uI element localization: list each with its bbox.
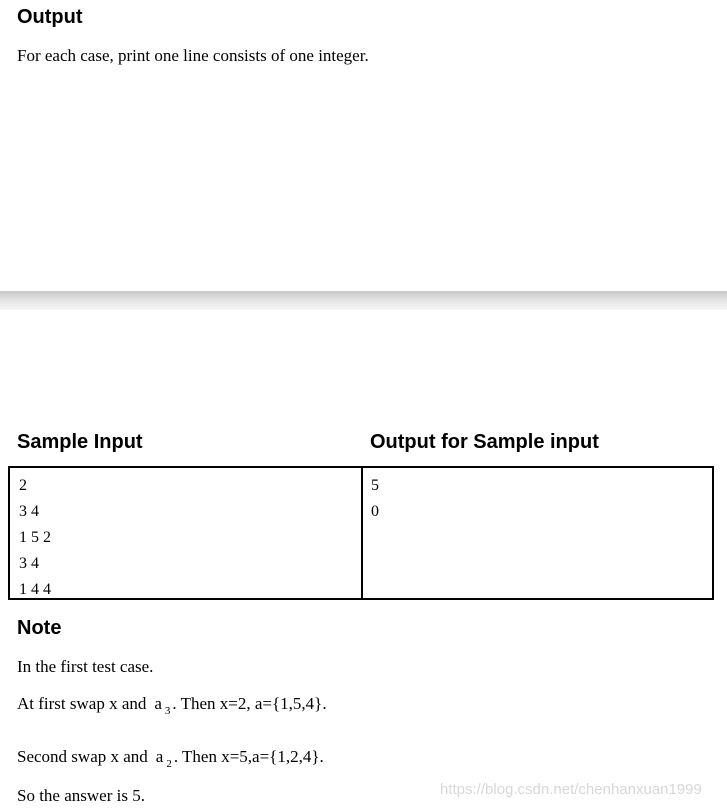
- note-line-first-swap: [17, 694, 327, 717]
- note-text: Second swap x and: [17, 747, 148, 766]
- note-line-second-swap: [17, 747, 324, 770]
- sample-input-cell: [10, 468, 363, 598]
- math-subscript: 3: [164, 705, 171, 717]
- sample-input-line: 3 4: [19, 555, 39, 572]
- sample-output-line: 0: [371, 503, 379, 520]
- note-text: . Then x=2, a={1,5,4}.: [172, 694, 327, 713]
- sample-input-heading: Sample Input: [17, 431, 143, 453]
- math-symbol: a: [154, 694, 163, 713]
- note-heading: Note: [17, 617, 62, 639]
- note-line-first-test: In the first test case.: [17, 657, 154, 676]
- output-heading: Output: [17, 6, 83, 28]
- math-symbol: a: [155, 747, 165, 766]
- sample-table: [8, 466, 714, 600]
- sample-input-line: 1 5 2: [19, 529, 51, 546]
- output-description: For each case, print one line consists of one integer.: [17, 46, 369, 65]
- sample-input-line: 2: [19, 477, 27, 494]
- note-text: At first swap x and: [17, 694, 147, 713]
- sample-output-cell: [363, 468, 712, 598]
- sample-input-line: 1 4 4: [19, 581, 51, 598]
- sample-output-line: 5: [371, 477, 379, 494]
- note-line-answer: So the answer is 5.: [17, 786, 145, 805]
- math-subscript: 2: [166, 758, 172, 770]
- note-text: . Then x=5,a={1,2,4}.: [173, 747, 324, 766]
- sample-output-heading: Output for Sample input: [370, 431, 599, 453]
- sample-input-line: 3 4: [19, 503, 39, 520]
- watermark: https://blog.csdn.net/chenhanxuan1999: [440, 781, 702, 798]
- page-break-divider: [0, 291, 727, 310]
